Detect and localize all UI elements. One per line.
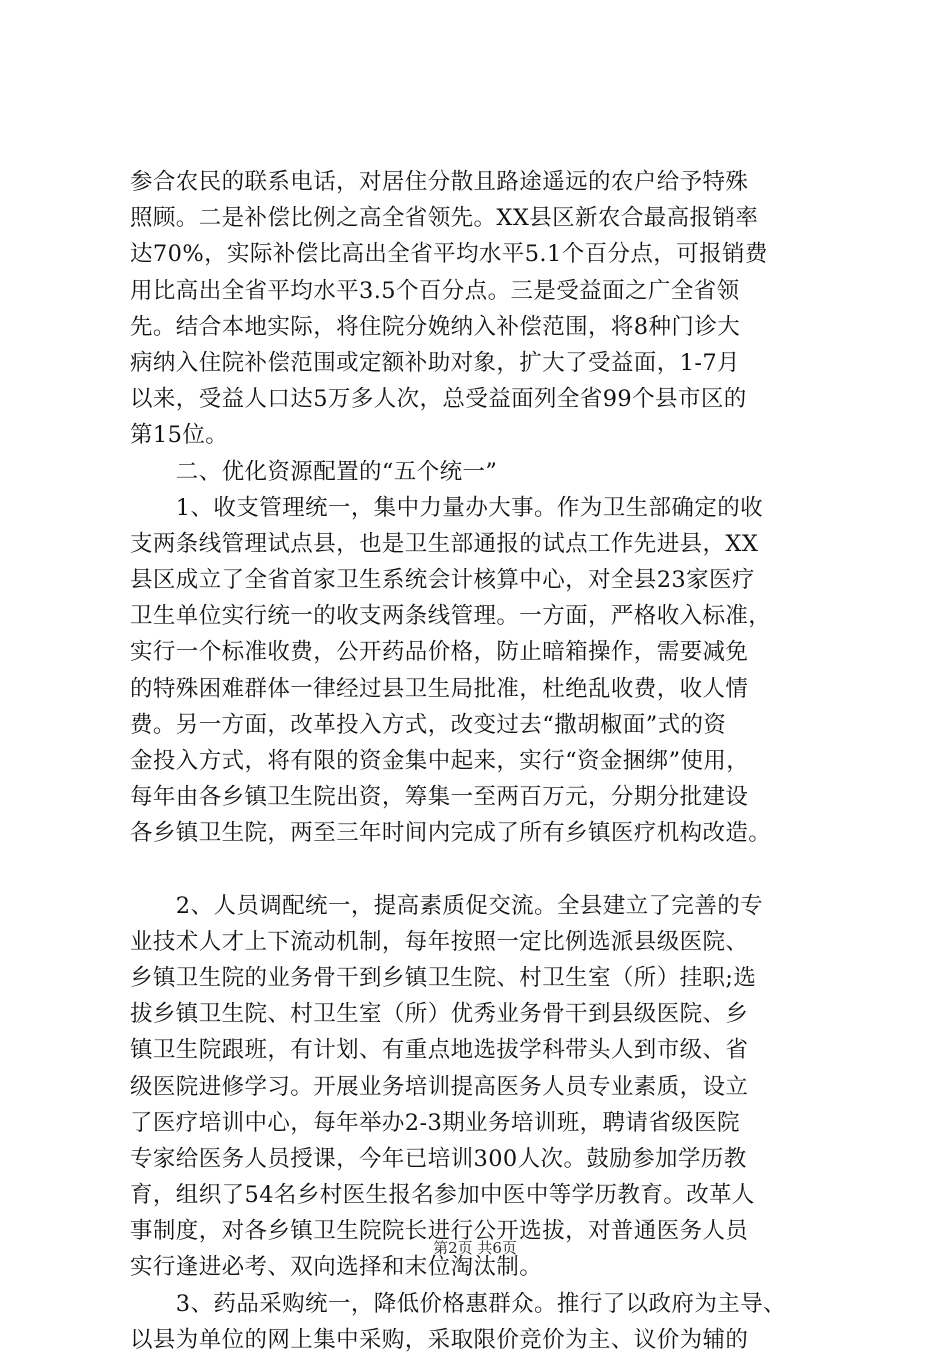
text-line: 第15位。	[130, 422, 229, 449]
text-line: 实行逢进必考、双向选择和末位淘汰制。	[130, 1254, 543, 1281]
text-line: 县区成立了全省首家卫生系统会计核算中心，对全县23家医疗	[130, 567, 755, 594]
text-line: 拔乡镇卫生院、村卫生室（所）优秀业务骨干到县级医院、乡	[130, 1001, 749, 1028]
text-line: 专家给医务人员授课，今年已培训300人次。鼓励参加学历教	[130, 1145, 747, 1172]
text-line: 达70%，实际补偿比高出全省平均水平5.1个百分点，可报销费	[130, 241, 768, 268]
text-line: 以来，受益人口达5万多人次，总受益面列全省99个县市区的	[130, 386, 747, 413]
text-line: 卫生单位实行统一的收支两条线管理。一方面，严格收入标准，	[130, 603, 772, 630]
text-line: 支两条线管理试点县，也是卫生部通报的试点工作先进县，XX	[130, 530, 759, 557]
text-line: 乡镇卫生院的业务骨干到乡镇卫生院、村卫生室（所）挂职;选	[130, 964, 757, 991]
text-line: 的特殊困难群体一律经过县卫生局批准，杜绝乱收费，收人情	[130, 675, 749, 702]
text-line: 实行一个标准收费，公开药品价格，防止暗箱操作，需要减免	[130, 639, 749, 666]
text-line: 每年由各乡镇卫生院出资，筹集一至两百万元，分期分批建设	[130, 784, 749, 811]
section-heading: 二、优化资源配置的“五个统一”	[130, 458, 498, 485]
text-line: 各乡镇卫生院，两至三年时间内完成了所有乡镇医疗机构改造。	[130, 820, 772, 847]
text-line: 3、药品采购统一，降低价格惠群众。推行了以政府为主导、	[130, 1290, 786, 1317]
text-line: 费。另一方面，改革投入方式，改变过去“撒胡椒面”式的资	[130, 711, 727, 738]
text-line: 以县为单位的网上集中采购，采取限价竞价为主、议价为辅的	[130, 1326, 749, 1353]
text-line: 镇卫生院跟班，有计划、有重点地选拔学科带头人到市级、省	[130, 1037, 749, 1064]
text-line: 业技术人才上下流动机制，每年按照一定比例选派县级医院、	[130, 928, 749, 955]
text-line: 金投入方式，将有限的资金集中起来，实行“资金捆绑”使用，	[130, 748, 750, 774]
paragraph-block-1	[130, 164, 830, 852]
text-line: 1、收支管理统一，集中力量办大事。作为卫生部确定的收	[130, 494, 764, 521]
text-line: 病纳入住院补偿范围或定额补助对象，扩大了受益面，1-7月	[130, 349, 740, 376]
page-number-footer: 第2页 共6页	[433, 1239, 517, 1257]
document-body	[130, 164, 830, 1358]
paragraph-gap	[130, 852, 830, 888]
paragraph-block-2	[130, 888, 830, 1358]
text-line: 育，组织了54名乡村医生报名参加中医中等学历教育。改革人	[130, 1182, 755, 1209]
text-line: 2、人员调配统一，提高素质促交流。全县建立了完善的专	[130, 892, 764, 919]
text-line: 先。结合本地实际，将住院分娩纳入补偿范围，将8种门诊大	[130, 313, 741, 340]
text-line: 照顾。二是补偿比例之高全省领先。XX县区新农合最高报销率	[130, 205, 759, 232]
text-line: 事制度，对各乡镇卫生院院长进行公开选拔，对普通医务人员	[130, 1218, 749, 1245]
text-line: 了医疗培训中心，每年举办2-3期业务培训班，聘请省级医院	[130, 1109, 740, 1136]
text-line: 参合农民的联系电话，对居住分散且路途遥远的农户给予特殊	[130, 169, 749, 195]
text-line: 级医院进修学习。开展业务培训提高医务人员专业素质，设立	[130, 1073, 749, 1100]
text-line: 用比高出全省平均水平3.5个百分点。三是受益面之广全省领	[130, 277, 740, 304]
